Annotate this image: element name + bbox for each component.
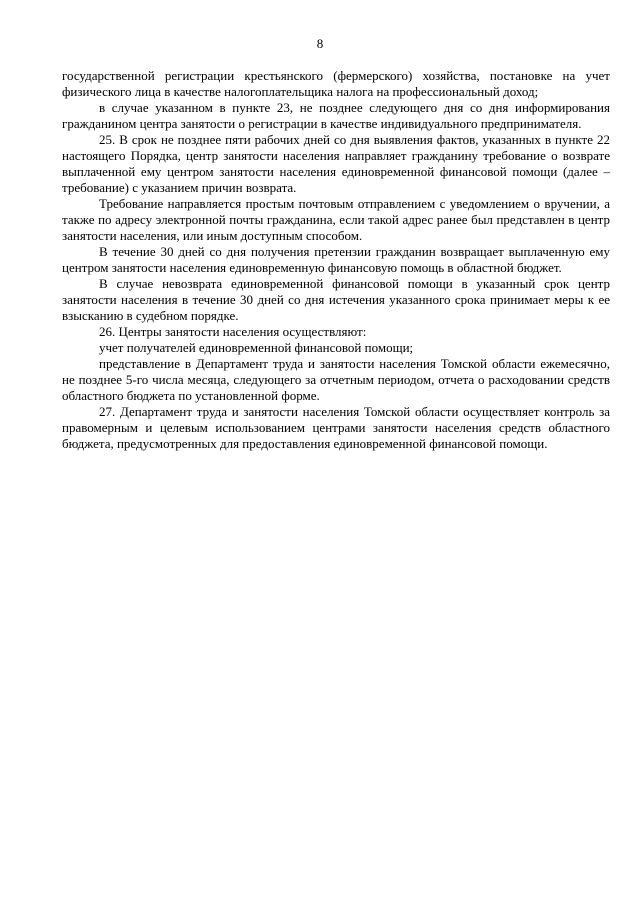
paragraph-item-25: 25. В срок не позднее пяти рабочих дней со дня выявления фактов, указанных в пункте 22 настоящего Порядка, центр занятости населения направляет гражданину требование о возврате выплаченной ему центром занятости населения единовременной финансовой помощи (далее – требование) с указанием причин возврата. — [62, 132, 610, 195]
paragraph-individual-entrepreneur: в случае указанном в пункте 23, не позднее следующего дня со дня информирования гражданином центра занятости о регистрации в качестве индивидуального предпринимателя. — [62, 100, 610, 131]
paragraph-refund-30-days: В течение 30 дней со дня получения претензии гражданин возвращает выплаченную ему центром занятости населения единовременную финансовую помощь в областной бюджет. — [62, 244, 610, 275]
paragraph-court-recovery: В случае невозврата единовременной финансовой помощи в указанный срок центр занятости населения в течение 30 дней со дня истечения указанного срока принимает меры к ее взысканию в судебном порядке. — [62, 276, 610, 323]
paragraph-registration-continuation: государственной регистрации крестьянского (фермерского) хозяйства, постановке на учет физического лица в качестве налогоплательщика налога на профессиональный доход; — [62, 68, 610, 99]
paragraph-monthly-report: представление в Департамент труда и занятости населения Томской области ежемесячно, не позднее 5-го числа месяца, следующего за отчетным периодом, отчета о расходовании средств областного бюджета по установленной форме. — [62, 356, 610, 403]
document-body — [62, 68, 610, 452]
paragraph-item-27: 27. Департамент труда и занятости населения Томской области осуществляет контроль за правомерным и целевым использованием центрами занятости населения средств областного бюджета, предусмотренных для предоставления единовременной финансовой помощи. — [62, 404, 610, 451]
paragraph-item-26: 26. Центры занятости населения осуществляют: — [99, 324, 367, 339]
page-number: 8 — [316, 36, 324, 51]
paragraph-requirement-delivery: Требование направляется простым почтовым отправлением с уведомлением о вручении, а также по адресу электронной почты гражданина, если такой адрес ранее был представлен в центр занятости населения, или иным доступным способом. — [62, 196, 610, 243]
paragraph-recipients-accounting: учет получателей единовременной финансовой помощи; — [99, 340, 414, 355]
